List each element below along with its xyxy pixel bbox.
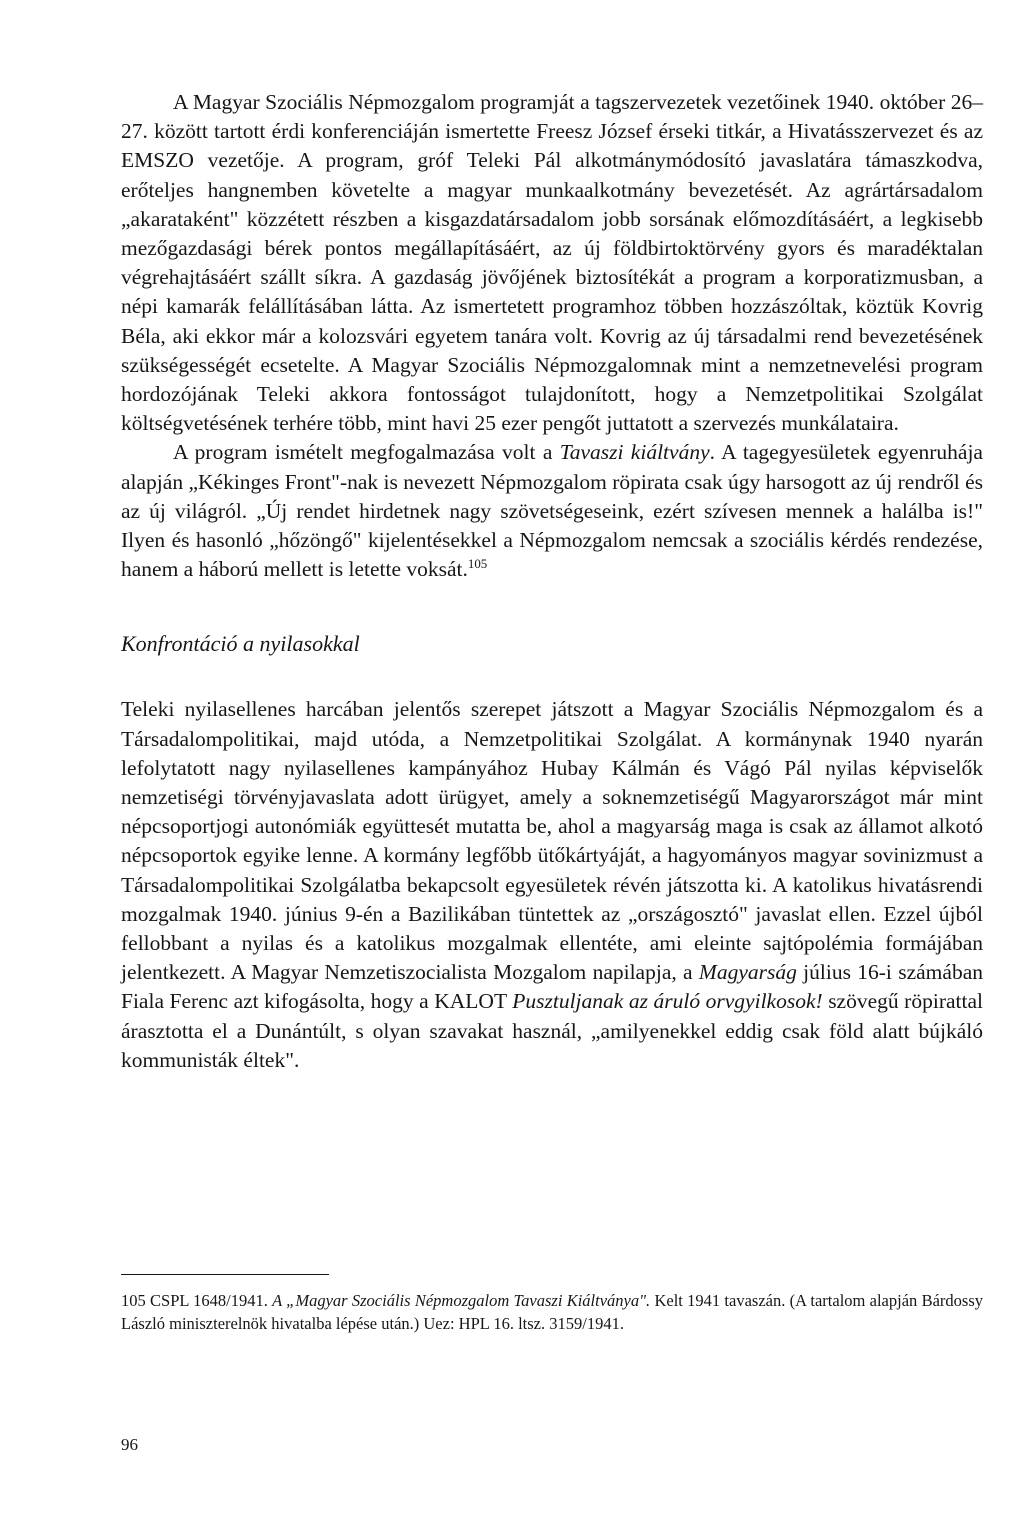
footnote-rest: Kelt 1941 tavaszán. (A tartalom alapján Bárdossy László miniszterelnök hivatalba lépése után.) Uez: HPL 16. ltsz. 3159/1941. xyxy=(121,1291,983,1333)
paragraph-3-text-c: szövegű röpirattal árasztotta el a Dunántúlt, s olyan szavakat használ, „amilyenekkel eddig csak föld alatt bújkáló kommunisták éltek". xyxy=(121,989,983,1072)
paragraph-3-text-a: Teleki nyilasellenes harcában jelentős szerepet játszott a Magyar Szociális Népmozgalom és a Társadalompolitikai, majd utóda, a Nemzetpolitikai Szolgálat. A kormánynak 1940 nyarán lefolytatott nagy nyilasellenes kampányához Hubay Kálmán és Vágó Pál nyilas képviselők nemzetiségi törvényjavaslata adott ürügyet, amely a soknemzetiségű Magyarországot már mint népcsoportjogi autonómiák együttesét mutatta be, ahol a magyarság maga is csak az államot alkotó népcsoportok egyike lenne. A kormány legfőbb ütőkártyáját, a hagyományos magyar sovinizmust a Társadalompolitikai Szolgálatba bekapcsolt egyesületek révén játszotta ki. A katolikus hivatásrendi mozgalmak 1940. június 9-én a Bazilikában tüntettek az „országosztó" javaslat ellen. Ezzel újból fellobbant a nyilas és a katolikus mozgalmak ellentéte, ami eleinte sajtópolémia formájában jelentkezett. A Magyar Nemzetiszocialista Mozgalom napilapja, a xyxy=(121,697,983,985)
page-body xyxy=(121,88,983,1075)
page-number: 96 xyxy=(121,1435,138,1454)
paragraph-3-italic-a: Magyarság xyxy=(698,960,797,985)
paragraph-3-italic-b: Pusztuljanak az áruló orvgyilkosok! xyxy=(512,989,823,1014)
footnote-divider xyxy=(121,1274,329,1275)
paragraph-2-text-b: . A tagegyesületek egyenruhája alapján „Kékinges Front"-nak is nevezett Népmozgalom röpirata csak úgy harsogott az új rendről és az új világról. „Új rendet hirdetnek nagy szövetségeseink, ezért szívesen mennek a halálba is!" Ilyen és hasonló „hőzöngő" kijelentésekkel a Népmozgalom nemcsak a szociális kérdés rendezése, hanem a háború mellett is letette voksát. xyxy=(121,440,983,582)
footnote xyxy=(121,1290,983,1335)
paragraph-2-text-a: A program ismételt megfogalmazása volt a xyxy=(173,440,560,465)
paragraph-3 xyxy=(121,695,983,1075)
paragraph-2 xyxy=(121,438,983,584)
paragraph-1: A Magyar Szociális Népmozgalom programját a tagszervezetek vezetőinek 1940. október 26–27. között tartott érdi konferenciáján ismertette Freesz József érseki titkár, a Hivatásszervezet és az EMSZO vezetője. A program, gróf Teleki Pál alkotmánymódosító javaslatára támaszkodva, erőteljes hangnemben követelte a magyar munkaalkotmány bevezetését. Az agrártársadalom „akarataként" közzétett részben a kisgazdatársadalom jobb sorsának előmozdításáért, a legkisebb mezőgazdasági bérek pontos megállapításáért, az új földbirtoktörvény gyors és maradéktalan végrehajtásáért szállt síkra. A gazdaság jövőjének biztosítékát a program a korporatizmusban, a népi kamarák felállításában látta. Az ismertetett programhoz többen hozzászóltak, köztük Kovrig Béla, aki ekkor már a kolozsvári egyetem tanára volt. Kovrig az új társadalmi rend bevezetésének szükségességét ecsetelte. A Magyar Szociális Népmozgalomnak mint a nemzetnevelési program hordozójának Teleki akkora fontosságot tulajdonított, hogy a Nemzetpolitikai Szolgálat költségvetésének terhére több, mint havi 25 ezer pengőt juttatott a szervezés munkálataira. xyxy=(121,90,983,436)
footnote-reference: 105 xyxy=(467,557,488,572)
section-heading: Konfrontáció a nyilasokkal xyxy=(121,631,360,657)
paragraph-2-italic: Tavaszi kiáltvány xyxy=(559,440,710,465)
footnote-italic: A „Magyar Szociális Népmozgalom Tavaszi Kiáltványa". xyxy=(272,1291,651,1310)
footnote-number: 105 xyxy=(121,1291,146,1310)
footnote-lead: CSPL 1648/1941. xyxy=(145,1291,273,1310)
paragraph-3-text-b: július 16-i számában Fiala Ferenc azt kifogásolta, hogy a KALOT xyxy=(121,960,983,1014)
